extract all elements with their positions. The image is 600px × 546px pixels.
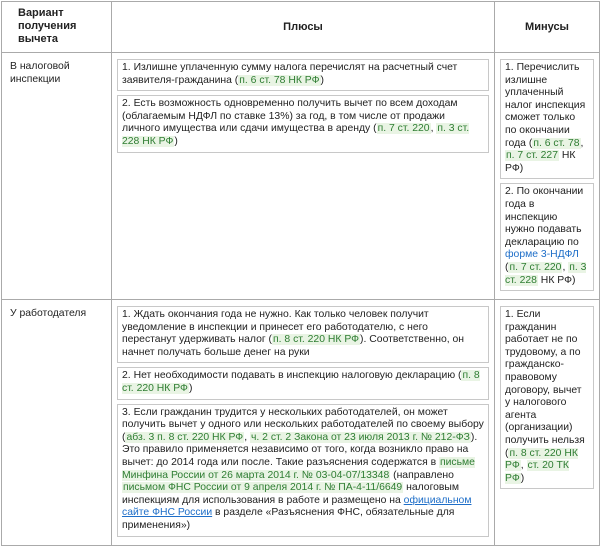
item-text: Есть возможность одновременно получить вычет по всем доходам (облагаемым НДФЛ по ставке 13%) за год, в том числе от продажи личного имущества или сдачи имущества в аренду (	[122, 98, 458, 135]
law-link[interactable]: п. 3 ст. 228	[505, 261, 587, 286]
item-text: )	[520, 472, 525, 484]
separator: ,	[562, 261, 569, 273]
item-text: НК РФ)	[537, 274, 576, 286]
item-text: (	[505, 261, 509, 273]
list-item	[500, 59, 594, 179]
letter-link[interactable]: письме Минфина России от 26 марта 2014 г. № 03-04-07/13348	[122, 457, 475, 481]
list-item	[500, 183, 594, 291]
law-link[interactable]: п. 7 ст. 227	[506, 150, 558, 162]
law-link[interactable]: п. 6 ст. 78 НК РФ	[239, 74, 320, 86]
table-row	[2, 300, 600, 546]
item-number: 1.	[505, 62, 514, 73]
law-link[interactable]: п. 7 ст. 220	[509, 261, 562, 273]
law-link[interactable]: п. 7 ст. 220	[377, 123, 430, 135]
item-text: По окончании года в инспекцию нужно подавать декларацию по	[505, 186, 584, 248]
law-link[interactable]: ч. 2 ст. 2 Закона от 23 июля 2013 г. № 212-ФЗ	[250, 431, 470, 443]
item-number: 2.	[505, 186, 514, 198]
header-variant: Вариант получения вычета	[2, 2, 112, 53]
table-row	[2, 53, 600, 300]
law-link[interactable]: п. 8 ст. 220 НК РФ	[505, 447, 578, 472]
list-item	[117, 404, 489, 537]
item-text: )	[188, 383, 193, 395]
list-item	[117, 59, 489, 91]
item-number: 1.	[122, 309, 131, 321]
law-link[interactable]: ст. 20 ТК РФ	[505, 460, 569, 484]
law-link[interactable]: п. 3 ст. 228 НК РФ	[122, 123, 470, 147]
variant-cell: У работодателя	[2, 300, 112, 546]
law-link[interactable]: п. 8 ст. 220 НК РФ	[273, 334, 360, 346]
item-text: ). Соответственно, он начнет получать больше денег на руки	[122, 334, 465, 358]
item-text: Ждать окончания года не нужно. Как только человек получит уведомление в инспекции и принесет его работодателю, с него перестанут удерживать налог (	[122, 309, 429, 346]
item-text: налоговым инспекциям для использования в работе и размещено на	[122, 482, 460, 506]
comparison-table	[1, 1, 600, 546]
item-text: )	[174, 135, 178, 147]
item-text: Перечислить излишне уплаченный налог инспекция сможет только по окончании года (	[505, 62, 586, 149]
law-link[interactable]: абз. 3 п. 8 ст. 220 НК РФ	[126, 431, 244, 443]
header-row	[2, 2, 600, 53]
item-number: 1.	[505, 309, 514, 321]
list-item	[117, 95, 489, 152]
item-number: 1.	[122, 62, 131, 73]
item-number: 2.	[122, 98, 131, 110]
pluses-cell	[112, 53, 495, 300]
header-minuses: Минусы	[495, 2, 600, 53]
letter-link[interactable]: письмом ФНС России от 9 апреля 2014 г. № ПА-4-11/6649	[123, 482, 403, 494]
list-item	[117, 367, 489, 399]
separator: ,	[580, 137, 584, 149]
item-text: Если гражданин трудится у нескольких работодателей, он может получить вычет у одного или нескольких работодателей по своему выбору (	[122, 406, 484, 443]
item-text: Если гражданин работает не по трудовому, а по гражданско-правовому договору, вычет у налогового агента (организации) получить нельзя (	[505, 309, 585, 459]
separator: ,	[244, 431, 250, 443]
header-pluses: Плюсы	[112, 2, 495, 53]
item-text: Излишне уплаченную сумму налога перечислят на расчетный счет заявителя-гражданина (	[122, 62, 458, 86]
item-text: )	[320, 74, 324, 86]
item-text: Нет необходимости подавать в инспекцию налоговую декларацию (	[133, 370, 462, 382]
item-number: 3.	[122, 406, 131, 418]
separator: ,	[430, 123, 437, 135]
law-link[interactable]: п. 6 ст. 78	[533, 137, 580, 149]
minuses-cell	[495, 300, 600, 546]
minuses-cell	[495, 53, 600, 300]
form-link[interactable]: форме 3-НДФЛ	[505, 249, 579, 261]
variant-cell: В налоговой инспекции	[2, 53, 112, 300]
item-text: (направлено	[390, 469, 454, 481]
list-item	[500, 306, 594, 489]
separator: ,	[520, 460, 527, 472]
item-text: в разделе «Разъяснения ФНС, обязательные для применения»)	[122, 507, 455, 531]
item-text: НК РФ)	[505, 150, 576, 174]
site-link[interactable]: официальном сайте ФНС России	[122, 494, 472, 519]
pluses-cell	[112, 300, 495, 546]
item-text: ). Это правило применяется независимо от того, когда возникло право на вычет: до 2014 года или после. Такие разъяснения содержатся в	[122, 431, 478, 469]
law-link[interactable]: п. 8 ст. 220 НК РФ	[122, 370, 480, 395]
item-number: 2.	[122, 370, 131, 382]
list-item	[117, 306, 489, 363]
